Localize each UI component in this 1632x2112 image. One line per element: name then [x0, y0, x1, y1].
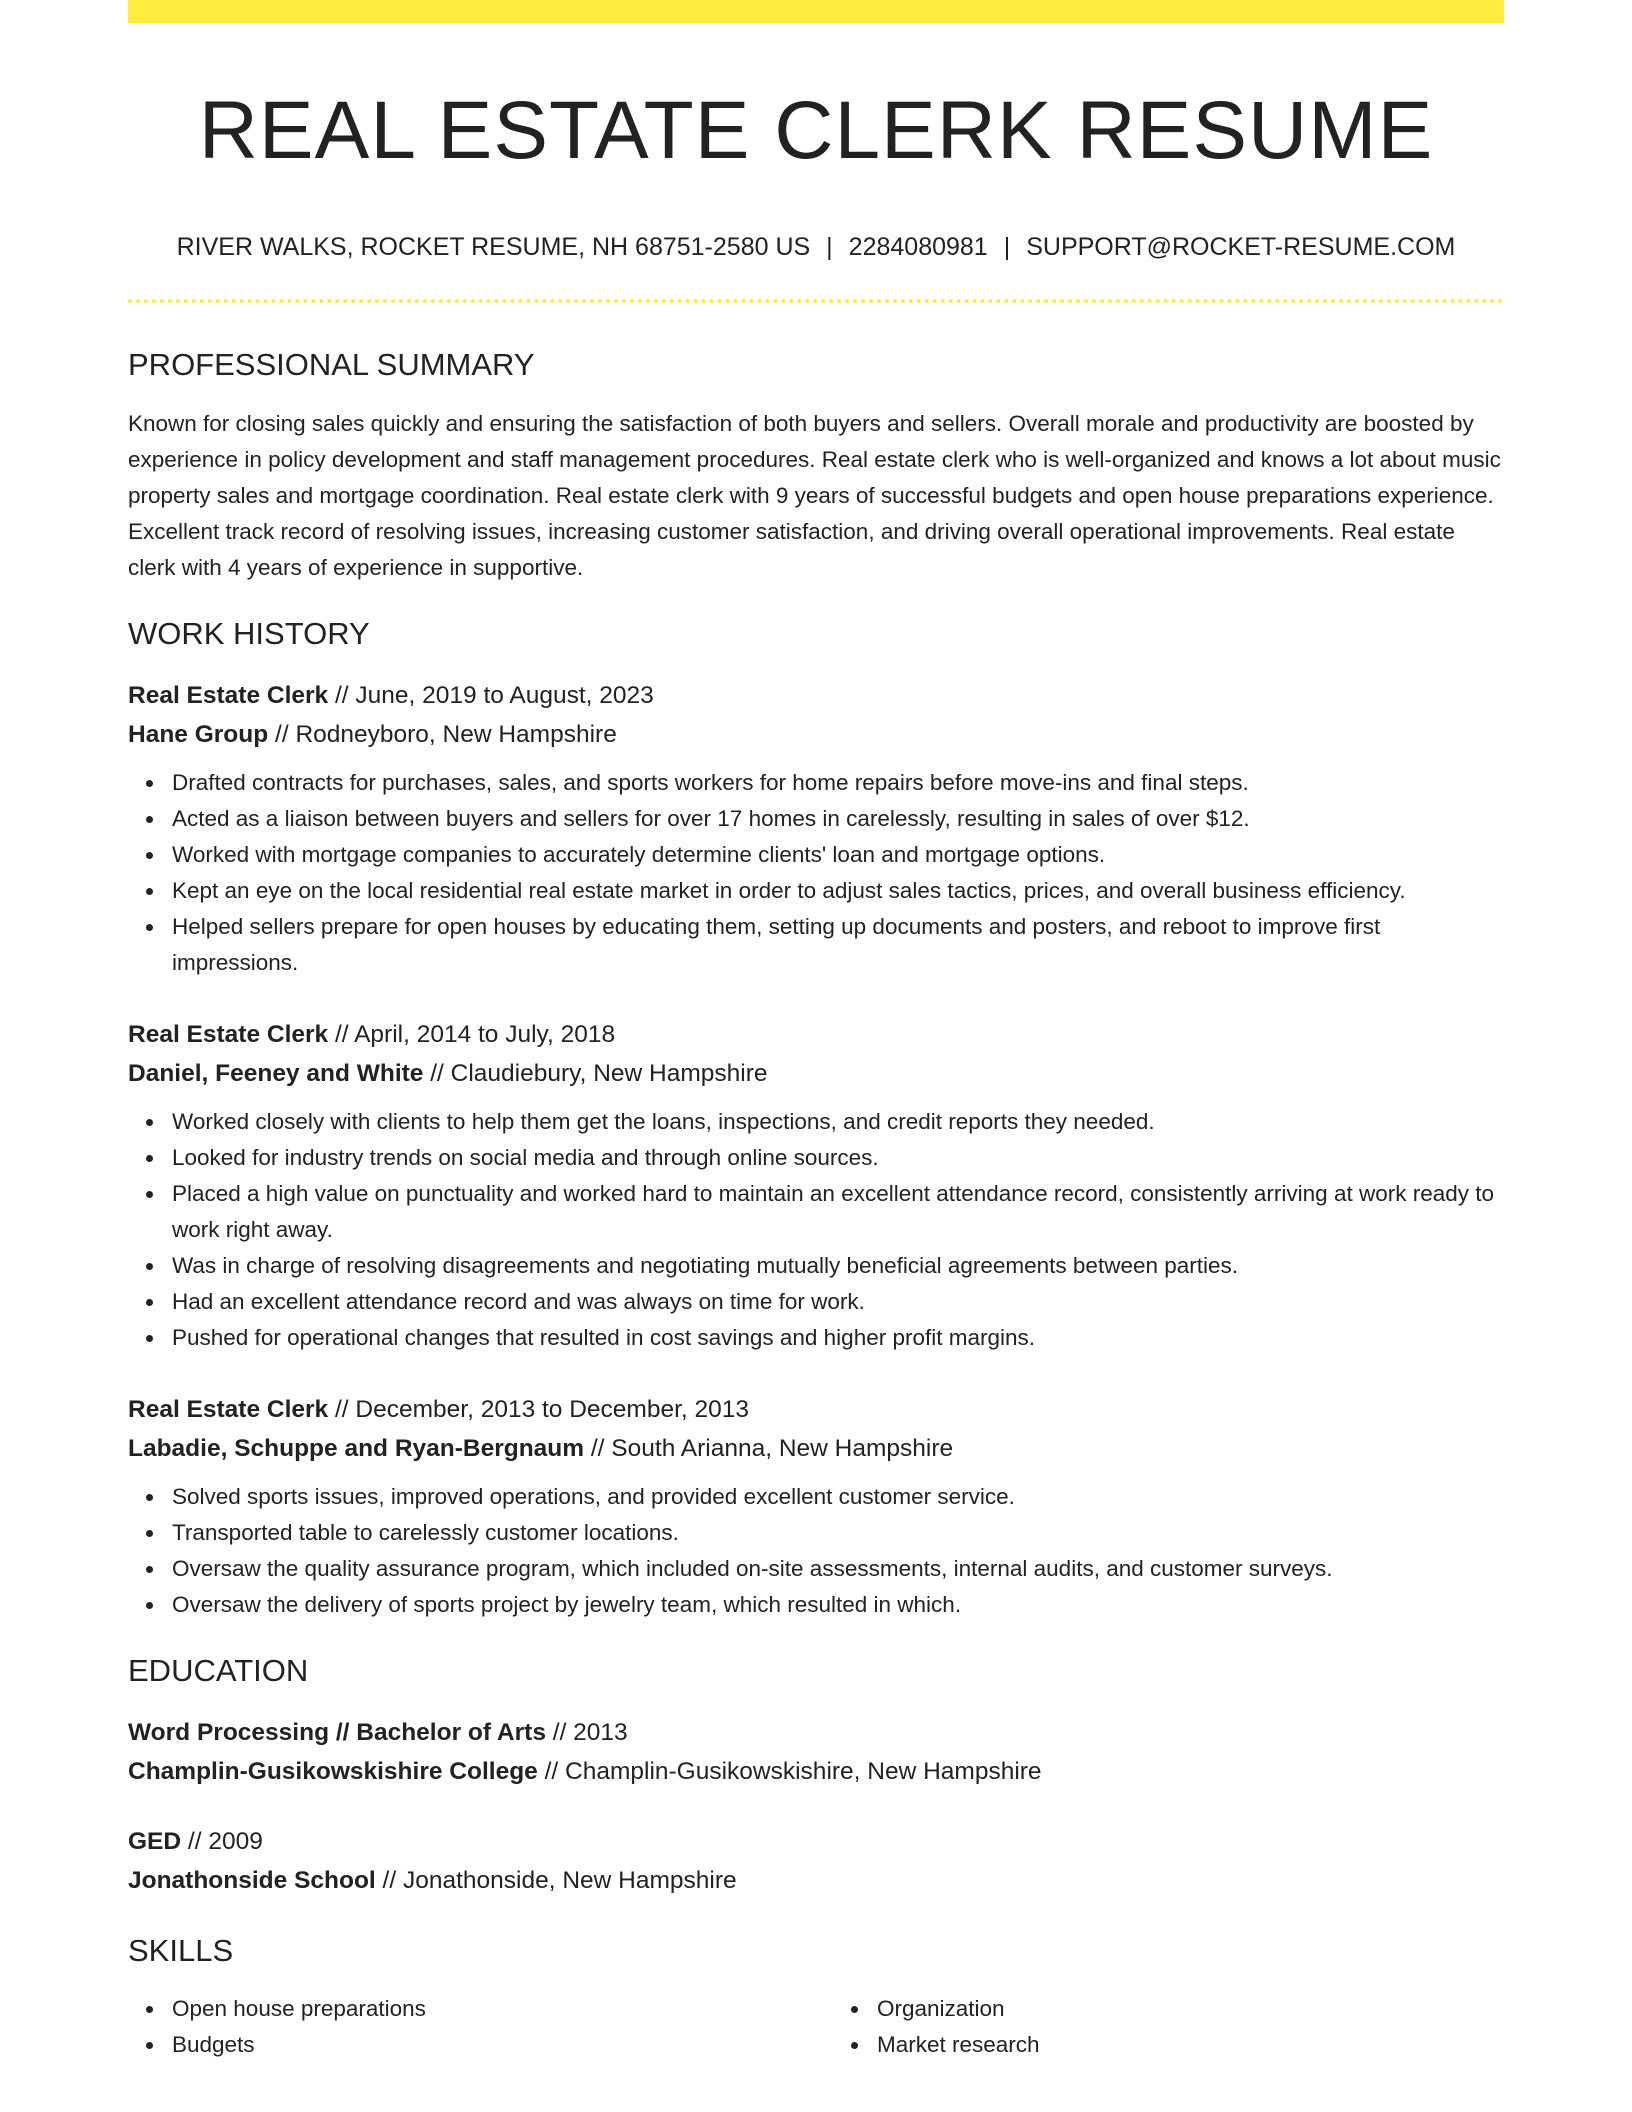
education-degree: Word Processing // Bachelor of Arts	[128, 1719, 546, 1746]
skill-item: Market research	[877, 2027, 1504, 2063]
list-item: Kept an eye on the local residential real estate market in order to adjust sales tactics, prices, and overall business efficiency.	[172, 873, 1504, 909]
list-item: Solved sports issues, improved operations, and provided excellent customer service.	[172, 1479, 1504, 1515]
job-location: // South Arianna, New Hampshire	[584, 1435, 954, 1462]
job-title-line	[128, 1390, 1504, 1429]
job-company: Labadie, Schuppe and Ryan-Bergnaum	[128, 1435, 585, 1462]
list-item: Looked for industry trends on social media and through online sources.	[172, 1140, 1504, 1176]
job-company-line	[128, 1429, 1504, 1468]
contact-separator: |	[826, 233, 833, 261]
contact-line	[128, 231, 1504, 263]
list-item: Oversaw the delivery of sports project by jewelry team, which resulted in which.	[172, 1587, 1504, 1623]
education-school: Jonathonside School	[128, 1867, 376, 1894]
list-item: Helped sellers prepare for open houses by educating them, setting up documents and posters, and reboot to improve first impressions.	[172, 909, 1504, 981]
job-dates: // April, 2014 to July, 2018	[328, 1021, 616, 1048]
summary-text: Known for closing sales quickly and ensuring the satisfaction of both buyers and sellers. Overall morale and productivity are boosted by experience in policy development and staff management procedures. Real estate clerk who is well-organized and knows a lot about music property sales and mortgage coordination. Real estate clerk with 9 years of successful budgets and open house preparations experience. Excellent track record of resolving issues, increasing customer satisfaction, and driving overall operational improvements. Real estate clerk with 4 years of experience in supportive.	[128, 411, 1501, 580]
education-degree: GED	[128, 1828, 182, 1855]
job-dates: // December, 2013 to December, 2013	[328, 1396, 750, 1423]
list-item: Placed a high value on punctuality and worked hard to maintain an excellent attendance record, consistently arriving at work ready to work right away.	[172, 1176, 1504, 1248]
job-location: // Rodneyboro, New Hampshire	[268, 721, 617, 748]
job-title-line	[128, 676, 1504, 715]
education-degree-line	[128, 1713, 1504, 1752]
list-item: Had an excellent attendance record and was always on time for work.	[172, 1284, 1504, 1320]
list-item: Drafted contracts for purchases, sales, and sports workers for home repairs before move-ins and final steps.	[172, 765, 1504, 801]
list-item: Oversaw the quality assurance program, which included on-site assessments, internal audits, and customer surveys.	[172, 1551, 1504, 1587]
skill-item: Open house preparations	[172, 1991, 799, 2027]
education-school-line	[128, 1752, 1504, 1791]
job-company-line	[128, 715, 1504, 754]
education-entry	[128, 1822, 1504, 1900]
job-dates: // June, 2019 to August, 2023	[328, 682, 654, 709]
resume-title: REAL ESTATE CLERK RESUME	[198, 85, 1434, 176]
education-heading: EDUCATION	[128, 1653, 309, 1688]
list-item: Transported table to carelessly customer locations.	[172, 1515, 1504, 1551]
list-item: Worked with mortgage companies to accurately determine clients' loan and mortgage options.	[172, 837, 1504, 873]
job-company: Daniel, Feeney and White	[128, 1060, 424, 1087]
job-entry	[128, 1015, 1504, 1356]
accent-top-bar	[128, 0, 1504, 23]
summary-heading: PROFESSIONAL SUMMARY	[128, 347, 535, 382]
education-location: // Jonathonside, New Hampshire	[375, 1867, 737, 1894]
contact-separator: |	[1003, 233, 1011, 261]
job-location: // Claudiebury, New Hampshire	[423, 1060, 768, 1087]
education-school: Champlin-Gusikowskishire College	[128, 1758, 538, 1785]
list-item: Was in charge of resolving disagreements and negotiating mutually beneficial agreements between parties.	[172, 1248, 1504, 1284]
job-entry	[128, 676, 1504, 981]
work-history-heading: WORK HISTORY	[128, 616, 370, 651]
skill-item: Organization	[877, 1991, 1504, 2027]
education-location: // Champlin-Gusikowskishire, New Hampshire	[537, 1758, 1042, 1785]
skill-item: Budgets	[172, 2027, 799, 2063]
skills-heading: SKILLS	[128, 1933, 234, 1968]
contact-email: SUPPORT@ROCKET-RESUME.COM	[1026, 233, 1456, 261]
job-title-line	[128, 1015, 1504, 1054]
job-company-line	[128, 1054, 1504, 1093]
education-degree-line	[128, 1822, 1504, 1861]
job-entry	[128, 1390, 1504, 1623]
skills-right-list	[833, 1991, 1504, 2063]
list-item: Pushed for operational changes that resulted in cost savings and higher profit margins.	[172, 1320, 1504, 1356]
skills-columns	[128, 1991, 1504, 2063]
job-bullets	[128, 765, 1504, 981]
skills-left-list	[128, 1991, 799, 2063]
education-school-line	[128, 1861, 1504, 1900]
job-bullets	[128, 1104, 1504, 1356]
education-year: // 2013	[545, 1719, 628, 1746]
job-bullets	[128, 1479, 1504, 1623]
dotted-divider	[128, 299, 1504, 303]
contact-address: RIVER WALKS, ROCKET RESUME, NH 68751-2580 US	[176, 233, 811, 261]
list-item: Acted as a liaison between buyers and sellers for over 17 homes in carelessly, resulting in sales of over $12.	[172, 801, 1504, 837]
job-title: Real Estate Clerk	[128, 682, 329, 709]
education-entry	[128, 1713, 1504, 1791]
education-year: // 2009	[181, 1828, 263, 1855]
job-title: Real Estate Clerk	[128, 1396, 329, 1423]
list-item: Worked closely with clients to help them get the loans, inspections, and credit reports they needed.	[172, 1104, 1504, 1140]
contact-phone: 2284080981	[848, 233, 988, 261]
job-company: Hane Group	[128, 721, 269, 748]
resume-page	[128, 0, 1504, 2063]
job-title: Real Estate Clerk	[128, 1021, 329, 1048]
